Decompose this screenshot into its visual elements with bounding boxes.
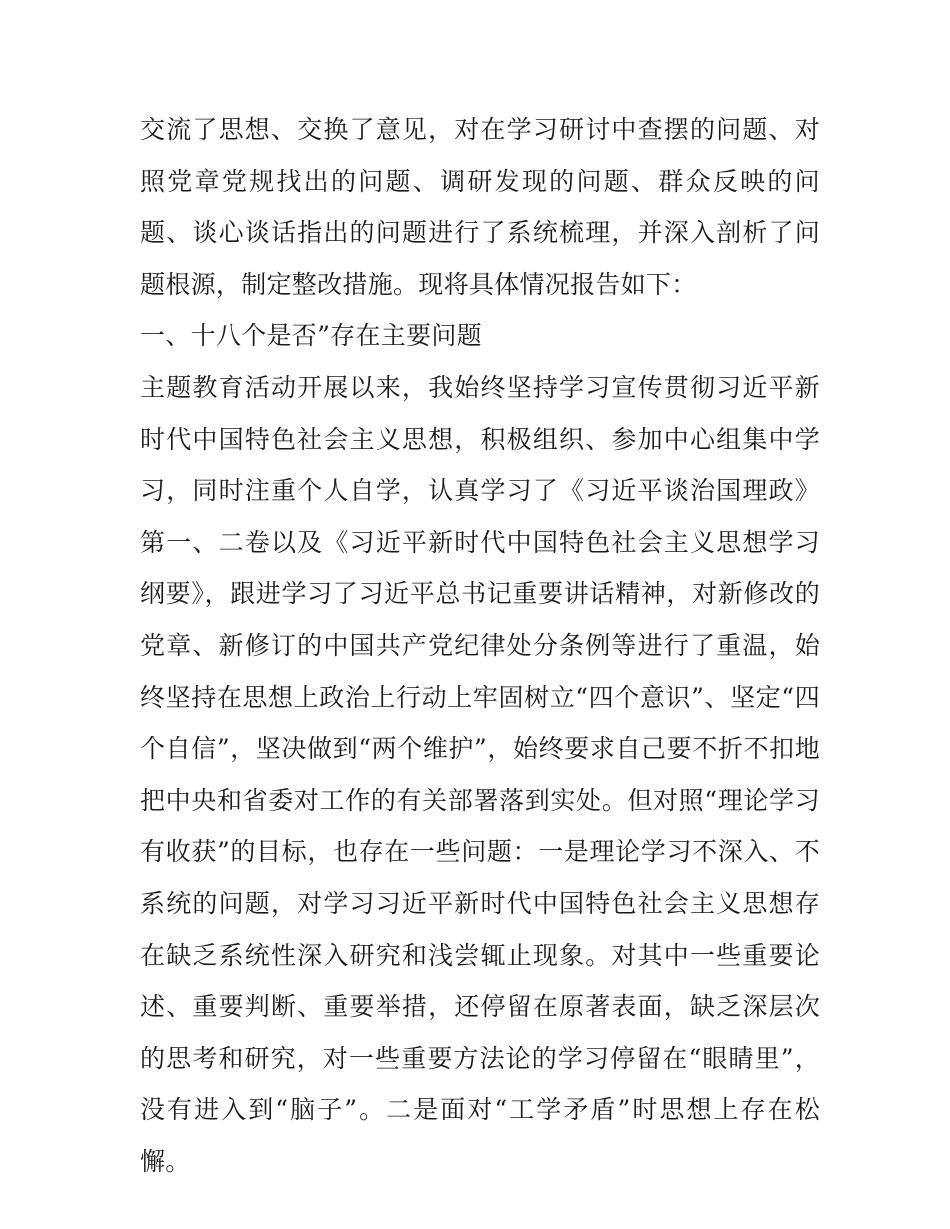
paragraph-main: 主题教育活动开展以来，我始终坚持学习宣传贯彻习近平新时代中国特色社会主义思想，积极组织、参加中心组集中学习，同时注重个人自学，认真学习了《习近平谈治国理政》第一、二卷以及《习近平新时代中国特色社会主义思想学习纲要》，跟进学习了习近平总书记重要讲话精神，对新修改的党章、新修订的中国共产党纪律处分条例等进行了重温，始终坚持在思想上政治上行动上牢固树立“四个意识”、坚定“四个自信”，坚决做到“两个维护”，始终要求自己要不折不扣地把中央和省委对工作的有关部署落到实处。但对照“理论学习有收获”的目标，也存在一些问题：一是理论学习不深入、不系统的问题，对学习习近平新时代中国特色社会主义思想存在缺乏系统性深入研究和浅尝辄止现象。对其中一些重要论述、重要判断、重要举措，还停留在原著表面，缺乏深层次的思考和研究，对一些重要方法论的学习停留在“眼睛里”，没有进入到“脑子”。二是面对“工学矛盾”时思想上存在松懈。 bbox=[140, 372, 820, 1176]
section-heading: 一、十八个是否”存在主要问题 bbox=[140, 321, 482, 351]
paragraph-intro: 交流了思想、交换了意见，对在学习研讨中查摆的问题、对照党章党规找出的问题、调研发现的问题、群众反映的问题、谈心谈话指出的问题进行了系统梳理，并深入剖析了问题根源，制定整改措施。现将具体情况报告如下： bbox=[140, 115, 820, 299]
document-body bbox=[140, 104, 820, 1187]
